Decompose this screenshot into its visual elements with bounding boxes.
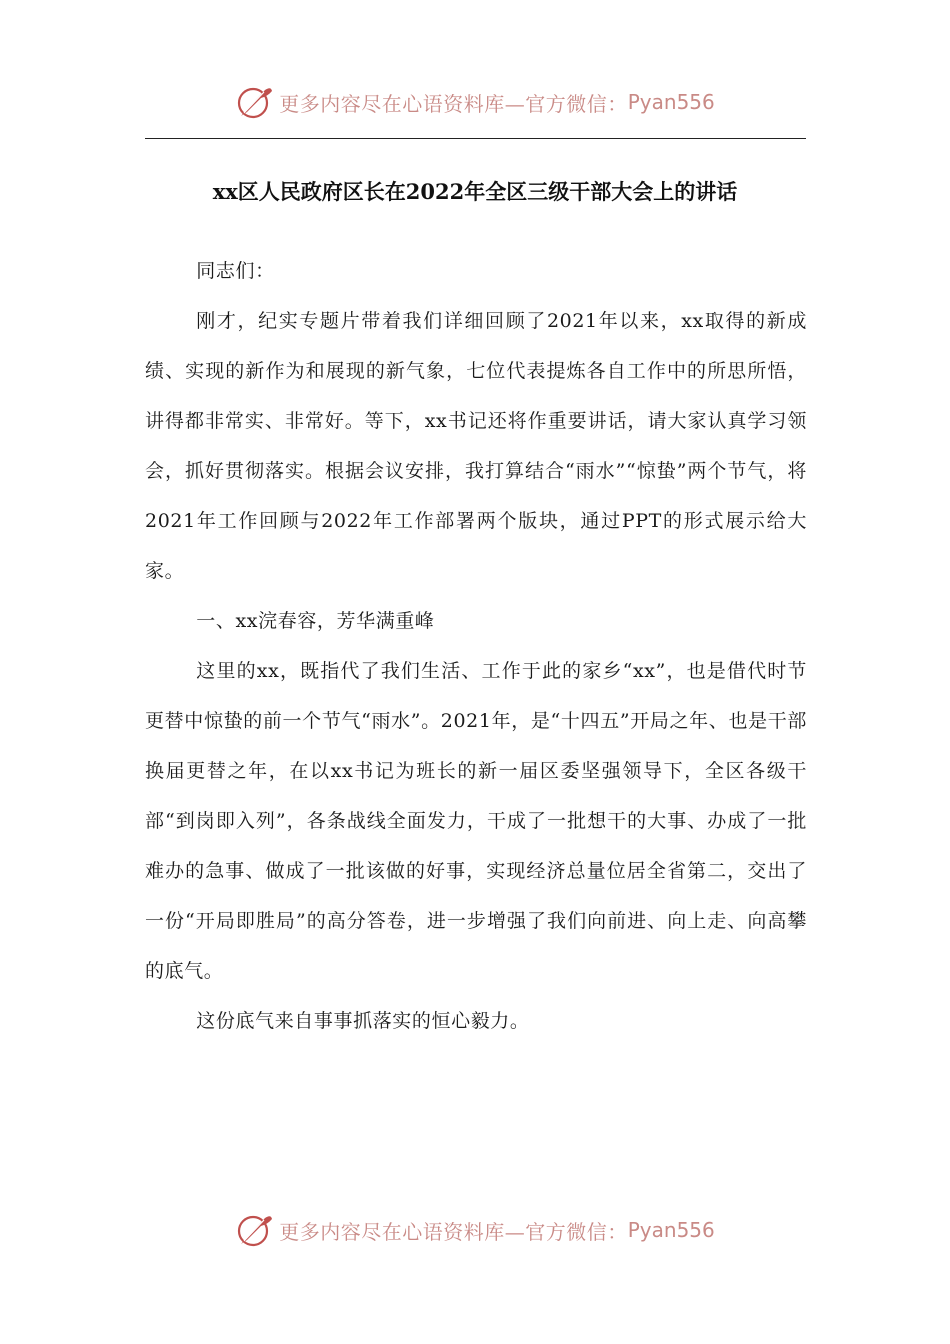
document-body <box>145 246 807 1046</box>
footer-watermark-banner <box>0 1208 950 1252</box>
header-divider <box>145 138 806 139</box>
document-title: xx区人民政府区长在2022年全区三级干部大会上的讲话 <box>212 179 738 204</box>
quill-logo-icon <box>235 1210 275 1250</box>
body-paragraph: 这份底气来自事事抓落实的恒心毅力。 <box>196 1010 530 1032</box>
body-paragraph: 刚才，纪实专题片带着我们详细回顾了2021年以来，xx取得的新成绩、实现的新作为和展现的新气象，七位代表提炼各自工作中的所思所悟，讲得都非常实、非常好。等下，xx书记还将作重要讲话，请大家认真学习领会，抓好贯彻落实。根据会议安排，我打算结合“雨水”“惊蛰”两个节气，将2021年工作回顾与2022年工作部署两个版块，通过PPT的形式展示给大家。 <box>145 310 807 582</box>
quill-logo-icon <box>235 82 275 122</box>
salutation: 同志们： <box>196 260 275 282</box>
body-paragraph: 这里的xx，既指代了我们生活、工作于此的家乡“xx”，也是借代时节更替中惊蛰的前一个节气“雨水”。2021年，是“十四五”开局之年、也是干部换届更替之年，在以xx书记为班长的新一届区委坚强领导下，全区各级干部“到岗即入列”，各条战线全面发力，干成了一批想干的大事、办成了一批难办的急事、做成了一批该做的好事，实现经济总量位居全省第二，交出了一份“开局即胜局”的高分答卷，进一步增强了我们向前进、向上走、向高攀的底气。 <box>145 660 807 982</box>
header-watermark-banner <box>0 80 950 124</box>
wechat-id: Pyan556 <box>627 90 715 114</box>
banner-text: 更多内容尽在心语资料库—官方微信： <box>279 91 628 116</box>
section-heading: 一、xx浣春容，芳华满重峰 <box>196 610 435 632</box>
banner-text: 更多内容尽在心语资料库—官方微信： <box>279 1219 628 1244</box>
wechat-id: Pyan556 <box>627 1218 715 1242</box>
